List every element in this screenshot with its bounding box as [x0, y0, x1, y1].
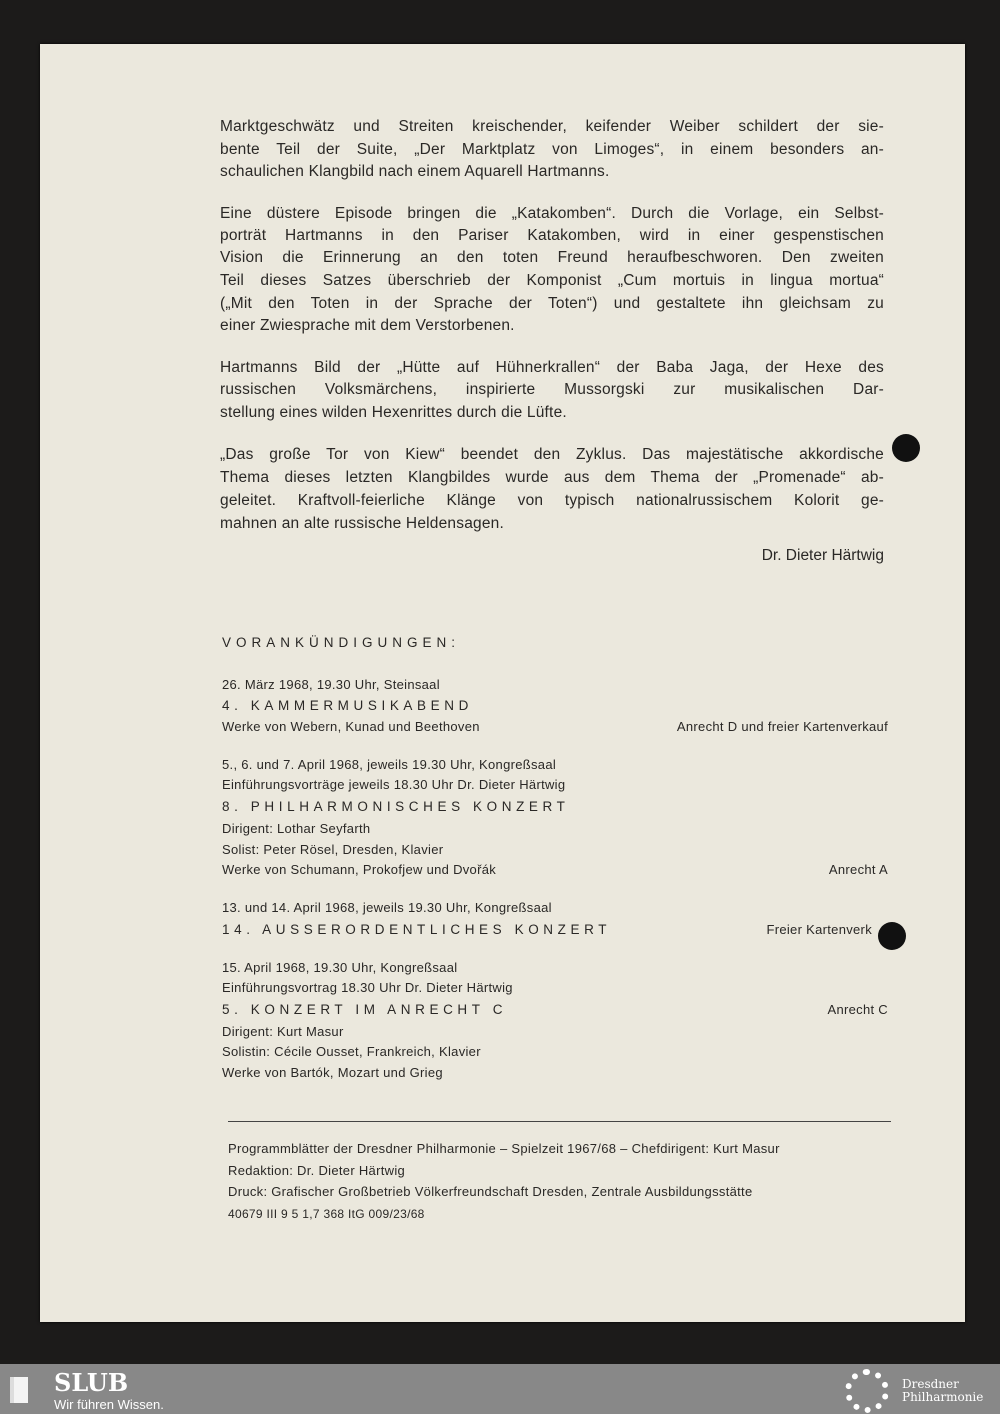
punch-hole — [892, 434, 920, 462]
event-conductor: Dirigent: Lothar Seyfarth — [222, 821, 371, 836]
imprint-line: Programmblätter der Dresdner Philharmonie – Spielzeit 1967/68 – Chefdirigent: Kurt Masur — [228, 1141, 780, 1156]
partner-line: Dresdner — [902, 1377, 959, 1391]
event-tickets: Anrecht D und freier Kartenverkauf — [676, 719, 888, 734]
event-works: Werke von Webern, Kunad und Beethoven — [222, 719, 480, 734]
text-line: bente Teil der Suite, „Der Marktplatz von Limoges“, in einem besonders an- — [220, 141, 884, 158]
event-date: 13. und 14. April 1968, jeweils 19.30 Uhr, Kongreßsaal — [222, 900, 552, 915]
event-soloist: Solist: Peter Rösel, Dresden, Klavier — [222, 842, 444, 857]
event-date: 15. April 1968, 19.30 Uhr, Kongreßsaal — [222, 960, 458, 975]
imprint-line: Redaktion: Dr. Dieter Härtwig — [228, 1163, 406, 1178]
divider — [228, 1121, 891, 1122]
event-intro: Einführungsvorträge jeweils 18.30 Uhr Dr. Dieter Härtwig — [222, 777, 566, 792]
text-line: geleitet. Kraftvoll-feierliche Klänge von typisch nationalrussischem Kolorit ge- — [220, 492, 884, 509]
text-line: Thema dieses letzten Klangbildes wurde aus dem Thema der „Promenade“ ab- — [220, 469, 884, 486]
event-conductor: Dirigent: Kurt Masur — [222, 1024, 344, 1039]
event-title: 8. PHILHARMONISCHES KONZERT — [222, 799, 570, 814]
event-title: 4. KAMMERMUSIKABEND — [222, 698, 473, 713]
partner-line: Philharmonie — [902, 1390, 984, 1404]
event-tickets: Freier Kartenverk — [766, 922, 872, 937]
text-line: einer Zwiesprache mit dem Verstorbenen. — [220, 317, 515, 334]
book-icon — [10, 1377, 28, 1403]
event-tickets: Anrecht A — [828, 862, 888, 877]
text-line: schaulichen Klangbild nach einem Aquarell Hartmanns. — [220, 163, 610, 180]
text-line: Hartmanns Bild der „Hütte auf Hühnerkrallen“ der Baba Jaga, der Hexe des — [220, 359, 884, 376]
text-line: Marktgeschwätz und Streiten kreischender, keifender Weiber schildert der sie- — [220, 118, 884, 135]
event-date: 5., 6. und 7. April 1968, jeweils 19.30 Uhr, Kongreßsaal — [222, 757, 557, 772]
text-line: Eine düstere Episode bringen die „Katakomben“. Durch die Vorlage, ein Selbst- — [220, 205, 884, 222]
text-line: („Mit den Toten in der Sprache der Toten“) und gestaltete ihn gleichsam zu — [220, 295, 884, 312]
author-signature: Dr. Dieter Härtwig — [761, 547, 884, 564]
philharmonie-logo-icon[interactable] — [845, 1369, 889, 1413]
event-tickets: Anrecht C — [827, 1002, 888, 1017]
event-title: 14. AUSSERORDENTLICHES KONZERT — [222, 922, 612, 937]
imprint-line: 40679 III 9 5 1,7 368 ItG 009/23/68 — [228, 1207, 425, 1221]
announcements-heading: VORANKÜNDIGUNGEN: — [222, 635, 461, 650]
event-works: Werke von Schumann, Prokofjew und Dvořák — [222, 862, 497, 877]
text-line: porträt Hartmanns in den Pariser Katakomben, wird in einer gespenstischen — [220, 227, 884, 244]
text-line: Vision die Erinnerung an den toten Freund heraufbeschworen. Den zweiten — [220, 249, 884, 266]
text-line: russischen Volksmärchens, inspirierte Mussorgski zur musikalischen Dar- — [220, 381, 884, 398]
event-title: 5. KONZERT IM ANRECHT C — [222, 1002, 508, 1017]
imprint-line: Druck: Grafischer Großbetrieb Völkerfreundschaft Dresden, Zentrale Ausbildungsstätte — [228, 1184, 753, 1199]
event-works: Werke von Bartók, Mozart und Grieg — [222, 1065, 443, 1080]
text-line: Teil dieses Satzes überschrieb der Komponist „Cum mortuis in lingua mortua“ — [220, 272, 884, 289]
event-intro: Einführungsvortrag 18.30 Uhr Dr. Dieter Härtwig — [222, 980, 513, 995]
slub-logo[interactable]: SLUB — [54, 1368, 129, 1397]
slub-tagline: Wir führen Wissen. — [54, 1397, 164, 1412]
text-line: stellung eines wilden Hexenrittes durch die Lüfte. — [220, 404, 567, 421]
philharmonie-name — [902, 1378, 983, 1404]
text-line: mahnen an alte russische Heldensagen. — [220, 515, 504, 532]
event-date: 26. März 1968, 19.30 Uhr, Steinsaal — [222, 677, 440, 692]
punch-hole — [878, 922, 906, 950]
event-soloist: Solistin: Cécile Ousset, Frankreich, Klavier — [222, 1044, 481, 1059]
text-line: „Das große Tor von Kiew“ beendet den Zyklus. Das majestätische akkordische — [220, 446, 884, 463]
